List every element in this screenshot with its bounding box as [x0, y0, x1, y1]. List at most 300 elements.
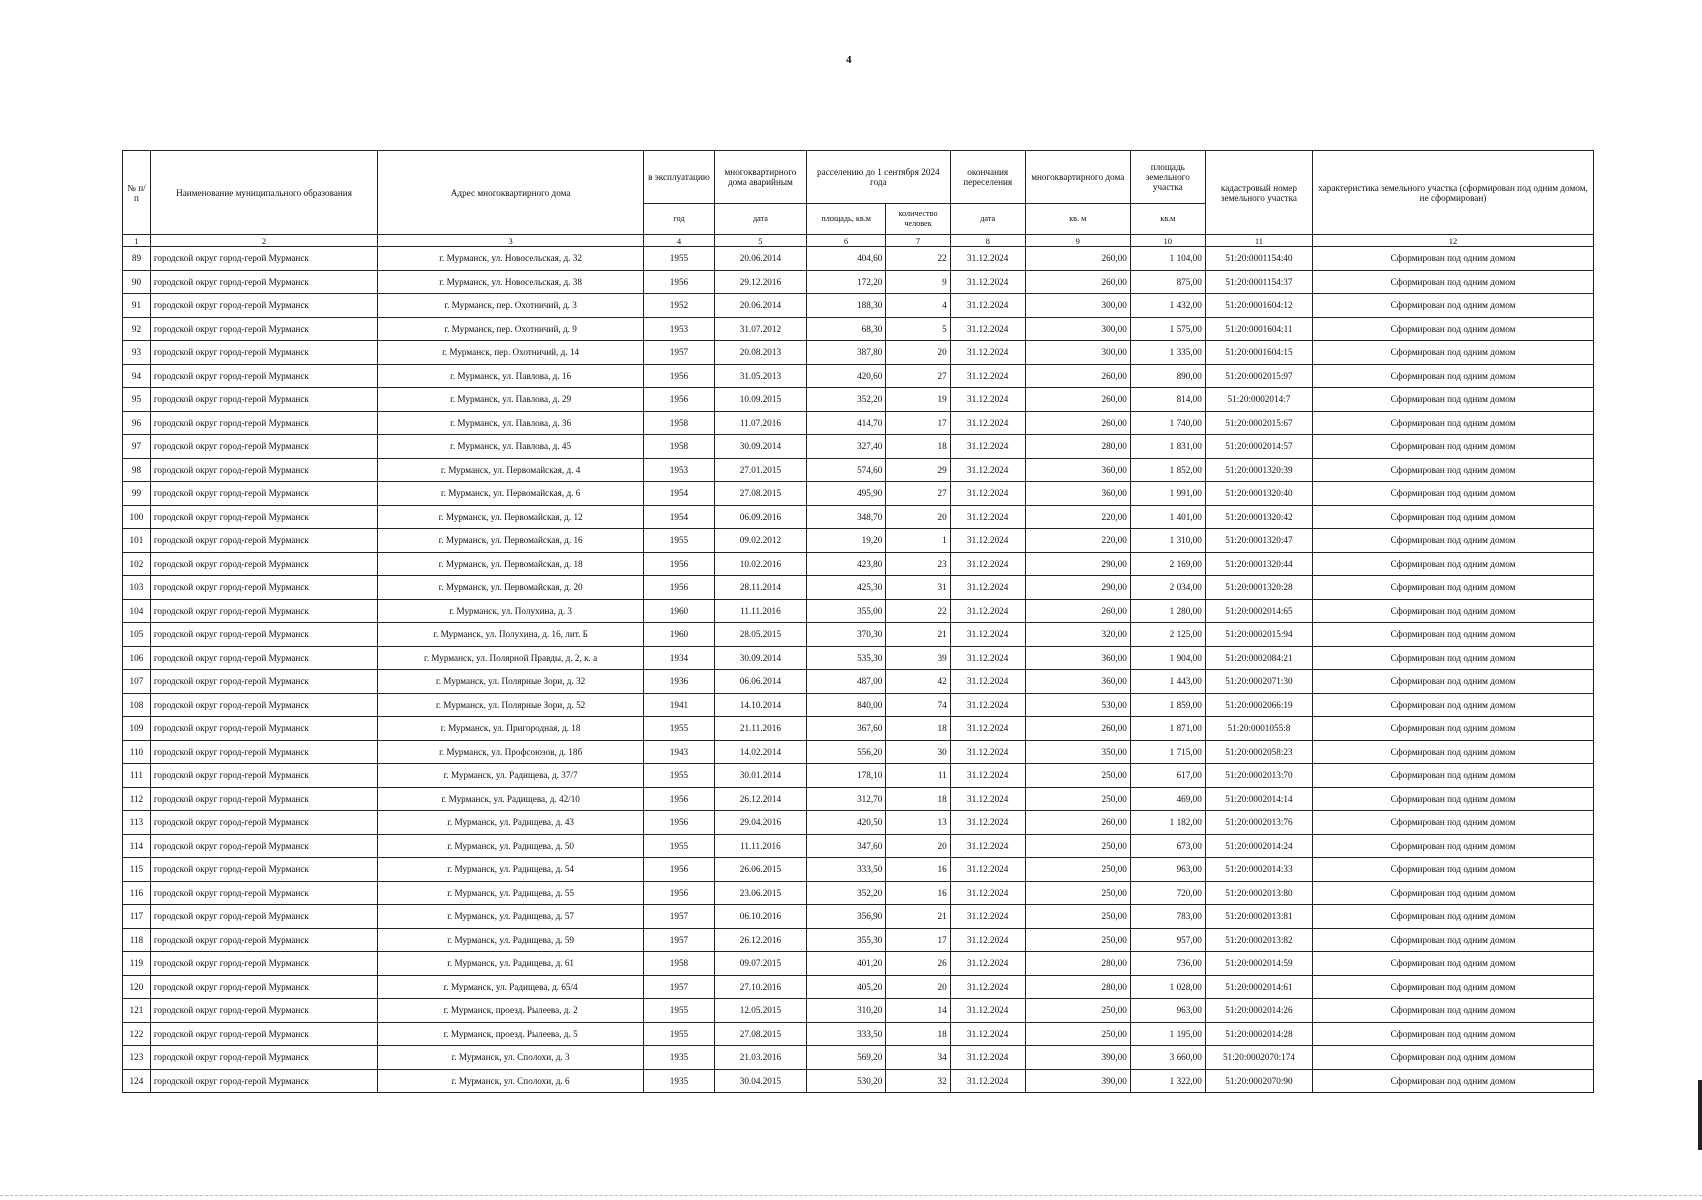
cell-row-number: 99: [123, 482, 151, 506]
cell-emergency-date: 29.04.2016: [714, 811, 806, 835]
cell-address: г. Мурманск, ул. Радищева, д. 55: [378, 881, 644, 905]
cell-area: 310,20: [807, 999, 886, 1023]
cell-end-date: 31.12.2024: [950, 623, 1025, 647]
cell-area: 172,20: [807, 270, 886, 294]
cell-area: 535,30: [807, 646, 886, 670]
cell-end-date: 31.12.2024: [950, 599, 1025, 623]
cell-year: 1960: [644, 623, 715, 647]
cell-house-area: 260,00: [1025, 270, 1130, 294]
cell-house-area: 390,00: [1025, 1069, 1130, 1093]
cell-row-number: 110: [123, 740, 151, 764]
cell-row-number: 91: [123, 294, 151, 318]
cell-cadastral: 51:20:0002015:67: [1205, 411, 1312, 435]
cell-municipality: городской округ город-герой Мурманск: [150, 952, 377, 976]
cell-people: 16: [886, 881, 950, 905]
cell-land-area: 957,00: [1130, 928, 1205, 952]
cell-row-number: 97: [123, 435, 151, 459]
cell-characteristic: Сформирован под одним домом: [1313, 787, 1594, 811]
cell-row-number: 93: [123, 341, 151, 365]
cell-emergency-date: 27.08.2015: [714, 482, 806, 506]
cell-characteristic: Сформирован под одним домом: [1313, 764, 1594, 788]
cell-row-number: 114: [123, 834, 151, 858]
cell-characteristic: Сформирован под одним домом: [1313, 1069, 1594, 1093]
column-number: 8: [950, 235, 1025, 247]
cell-row-number: 106: [123, 646, 151, 670]
cell-emergency-date: 27.01.2015: [714, 458, 806, 482]
subheader-kvm: кв. м: [1025, 204, 1130, 235]
cell-emergency-date: 27.10.2016: [714, 975, 806, 999]
cell-municipality: городской округ город-герой Мурманск: [150, 411, 377, 435]
cell-characteristic: Сформирован под одним домом: [1313, 505, 1594, 529]
cell-emergency-date: 26.06.2015: [714, 858, 806, 882]
cell-land-area: 720,00: [1130, 881, 1205, 905]
cell-address: г. Мурманск, ул. Полухина, д. 3: [378, 599, 644, 623]
cell-municipality: городской округ город-герой Мурманск: [150, 670, 377, 694]
cell-year: 1952: [644, 294, 715, 318]
cell-address: г. Мурманск, ул. Радищева, д. 61: [378, 952, 644, 976]
cell-characteristic: Сформирован под одним домом: [1313, 482, 1594, 506]
header-fund: расселению до 1 сентября 2024 года: [807, 151, 951, 204]
column-number: 11: [1205, 235, 1312, 247]
column-number: 10: [1130, 235, 1205, 247]
cell-area: 530,20: [807, 1069, 886, 1093]
cell-emergency-date: 28.05.2015: [714, 623, 806, 647]
cell-land-area: 469,00: [1130, 787, 1205, 811]
cell-cadastral: 51:20:0001055:8: [1205, 717, 1312, 741]
cell-emergency-date: 20.06.2014: [714, 294, 806, 318]
table-row: [123, 975, 1594, 999]
cell-end-date: 31.12.2024: [950, 811, 1025, 835]
cell-emergency-date: 06.06.2014: [714, 670, 806, 694]
cell-area: 19,20: [807, 529, 886, 553]
cell-end-date: 31.12.2024: [950, 270, 1025, 294]
cell-cadastral: 51:20:0002013:81: [1205, 905, 1312, 929]
cell-year: 1957: [644, 928, 715, 952]
cell-house-area: 390,00: [1025, 1046, 1130, 1070]
cell-row-number: 96: [123, 411, 151, 435]
cell-emergency-date: 14.10.2014: [714, 693, 806, 717]
cell-area: 495,90: [807, 482, 886, 506]
cell-address: г. Мурманск, ул. Первомайская, д. 12: [378, 505, 644, 529]
cell-municipality: городской округ город-герой Мурманск: [150, 435, 377, 459]
cell-area: 348,70: [807, 505, 886, 529]
cell-characteristic: Сформирован под одним домом: [1313, 952, 1594, 976]
cell-house-area: 250,00: [1025, 1022, 1130, 1046]
cell-house-area: 250,00: [1025, 881, 1130, 905]
cell-year: 1956: [644, 270, 715, 294]
cell-municipality: городской округ город-герой Мурманск: [150, 364, 377, 388]
column-number: 5: [714, 235, 806, 247]
cell-address: г. Мурманск, ул. Первомайская, д. 20: [378, 576, 644, 600]
cell-address: г. Мурманск, ул. Радищева, д. 65/4: [378, 975, 644, 999]
cell-year: 1955: [644, 834, 715, 858]
cell-people: 34: [886, 1046, 950, 1070]
cell-land-area: 1 715,00: [1130, 740, 1205, 764]
cell-people: 27: [886, 482, 950, 506]
cell-row-number: 115: [123, 858, 151, 882]
cell-year: 1956: [644, 552, 715, 576]
subheader-kvm-land: кв.м: [1130, 204, 1205, 235]
cell-municipality: городской округ город-герой Мурманск: [150, 576, 377, 600]
column-number-row: [123, 235, 1594, 247]
cell-house-area: 360,00: [1025, 482, 1130, 506]
cell-people: 4: [886, 294, 950, 318]
table-row: [123, 576, 1594, 600]
cell-address: г. Мурманск, ул. Полярные Зори, д. 32: [378, 670, 644, 694]
cell-year: 1958: [644, 411, 715, 435]
cell-people: 20: [886, 975, 950, 999]
cell-municipality: городской округ город-герой Мурманск: [150, 599, 377, 623]
cell-characteristic: Сформирован под одним домом: [1313, 247, 1594, 271]
table-row: [123, 505, 1594, 529]
cell-row-number: 112: [123, 787, 151, 811]
cell-row-number: 120: [123, 975, 151, 999]
cell-area: 556,20: [807, 740, 886, 764]
scan-edge-mark: [1698, 1080, 1702, 1150]
cell-area: 333,50: [807, 1022, 886, 1046]
column-number: 6: [807, 235, 886, 247]
cell-emergency-date: 11.11.2016: [714, 599, 806, 623]
cell-year: 1935: [644, 1046, 715, 1070]
cell-characteristic: Сформирован под одним домом: [1313, 928, 1594, 952]
cell-people: 11: [886, 764, 950, 788]
cell-cadastral: 51:20:0002013:82: [1205, 928, 1312, 952]
cell-area: 68,30: [807, 317, 886, 341]
cell-year: 1954: [644, 505, 715, 529]
cell-row-number: 92: [123, 317, 151, 341]
cell-house-area: 530,00: [1025, 693, 1130, 717]
cell-land-area: 1 322,00: [1130, 1069, 1205, 1093]
table-row: [123, 881, 1594, 905]
table-row: [123, 623, 1594, 647]
cell-row-number: 101: [123, 529, 151, 553]
cell-address: г. Мурманск, ул. Первомайская, д. 18: [378, 552, 644, 576]
cell-cadastral: 51:20:0002014:7: [1205, 388, 1312, 412]
cell-house-area: 280,00: [1025, 975, 1130, 999]
cell-land-area: 1 859,00: [1130, 693, 1205, 717]
cell-cadastral: 51:20:0002084:21: [1205, 646, 1312, 670]
cell-end-date: 31.12.2024: [950, 341, 1025, 365]
cell-cadastral: 51:20:0001320:28: [1205, 576, 1312, 600]
cell-address: г. Мурманск, ул. Радищева, д. 59: [378, 928, 644, 952]
cell-house-area: 250,00: [1025, 787, 1130, 811]
table-row: [123, 411, 1594, 435]
cell-land-area: 1 991,00: [1130, 482, 1205, 506]
cell-characteristic: Сформирован под одним домом: [1313, 740, 1594, 764]
cell-year: 1958: [644, 952, 715, 976]
cell-row-number: 90: [123, 270, 151, 294]
cell-people: 27: [886, 364, 950, 388]
cell-people: 22: [886, 247, 950, 271]
cell-house-area: 260,00: [1025, 811, 1130, 835]
cell-people: 39: [886, 646, 950, 670]
cell-cadastral: 51:20:0002013:70: [1205, 764, 1312, 788]
cell-house-area: 250,00: [1025, 858, 1130, 882]
cell-address: г. Мурманск, ул. Радищева, д. 50: [378, 834, 644, 858]
cell-address: г. Мурманск, ул. Первомайская, д. 6: [378, 482, 644, 506]
column-number: 7: [886, 235, 950, 247]
cell-emergency-date: 06.10.2016: [714, 905, 806, 929]
cell-people: 17: [886, 928, 950, 952]
cell-characteristic: Сформирован под одним домом: [1313, 529, 1594, 553]
cell-area: 367,60: [807, 717, 886, 741]
cell-cadastral: 51:20:0001154:37: [1205, 270, 1312, 294]
column-number: 3: [378, 235, 644, 247]
cell-people: 19: [886, 388, 950, 412]
cell-emergency-date: 31.07.2012: [714, 317, 806, 341]
cell-year: 1955: [644, 1022, 715, 1046]
cell-end-date: 31.12.2024: [950, 693, 1025, 717]
cell-cadastral: 51:20:0002015:94: [1205, 623, 1312, 647]
cell-house-area: 290,00: [1025, 576, 1130, 600]
cell-municipality: городской округ город-герой Мурманск: [150, 552, 377, 576]
cell-address: г. Мурманск, ул. Первомайская, д. 4: [378, 458, 644, 482]
cell-year: 1955: [644, 247, 715, 271]
table-row: [123, 1046, 1594, 1070]
cell-municipality: городской округ город-герой Мурманск: [150, 717, 377, 741]
cell-area: 404,60: [807, 247, 886, 271]
cell-year: 1957: [644, 341, 715, 365]
cell-people: 20: [886, 834, 950, 858]
cell-house-area: 260,00: [1025, 599, 1130, 623]
cell-end-date: 31.12.2024: [950, 411, 1025, 435]
cell-municipality: городской округ город-герой Мурманск: [150, 1022, 377, 1046]
cell-cadastral: 51:20:0001320:47: [1205, 529, 1312, 553]
cell-year: 1955: [644, 717, 715, 741]
header-cadastral: кадастровый номер земельного участка: [1205, 151, 1312, 235]
cell-emergency-date: 09.02.2012: [714, 529, 806, 553]
column-number: 2: [150, 235, 377, 247]
cell-year: 1953: [644, 317, 715, 341]
table-row: [123, 999, 1594, 1023]
table-row: [123, 905, 1594, 929]
header-num: № п/п: [123, 151, 151, 235]
cell-characteristic: Сформирован под одним домом: [1313, 576, 1594, 600]
cell-municipality: городской округ город-герой Мурманск: [150, 928, 377, 952]
cell-row-number: 89: [123, 247, 151, 271]
cell-municipality: городской округ город-герой Мурманск: [150, 999, 377, 1023]
cell-area: 401,20: [807, 952, 886, 976]
table-row: [123, 599, 1594, 623]
cell-land-area: 1 740,00: [1130, 411, 1205, 435]
cell-end-date: 31.12.2024: [950, 952, 1025, 976]
cell-cadastral: 51:20:0002014:61: [1205, 975, 1312, 999]
table-row: [123, 646, 1594, 670]
cell-address: г. Мурманск, ул. Профсоюзов, д. 18б: [378, 740, 644, 764]
cell-people: 18: [886, 435, 950, 459]
cell-municipality: городской округ город-герой Мурманск: [150, 787, 377, 811]
cell-people: 32: [886, 1069, 950, 1093]
table-row: [123, 552, 1594, 576]
cell-address: г. Мурманск, ул. Радищева, д. 57: [378, 905, 644, 929]
table-row: [123, 458, 1594, 482]
cell-row-number: 121: [123, 999, 151, 1023]
cell-cadastral: 51:20:0002071:30: [1205, 670, 1312, 694]
cell-people: 21: [886, 623, 950, 647]
subheader-year: год: [644, 204, 715, 235]
cell-people: 31: [886, 576, 950, 600]
cell-area: 355,30: [807, 928, 886, 952]
cell-year: 1955: [644, 999, 715, 1023]
cell-row-number: 117: [123, 905, 151, 929]
cell-house-area: 290,00: [1025, 552, 1130, 576]
table-row: [123, 811, 1594, 835]
cell-land-area: 673,00: [1130, 834, 1205, 858]
cell-people: 21: [886, 905, 950, 929]
cell-emergency-date: 30.09.2014: [714, 435, 806, 459]
cell-house-area: 300,00: [1025, 341, 1130, 365]
header-house-area: многоквартирного дома: [1025, 151, 1130, 204]
cell-end-date: 31.12.2024: [950, 1069, 1025, 1093]
cell-land-area: 1 401,00: [1130, 505, 1205, 529]
cell-end-date: 31.12.2024: [950, 999, 1025, 1023]
header-end-resettle: окончания переселения: [950, 151, 1025, 204]
cell-characteristic: Сформирован под одним домом: [1313, 693, 1594, 717]
cell-address: г. Мурманск, ул. Полухина, д. 16, лит. Б: [378, 623, 644, 647]
column-number: 1: [123, 235, 151, 247]
cell-municipality: городской округ город-герой Мурманск: [150, 693, 377, 717]
cell-row-number: 109: [123, 717, 151, 741]
cell-land-area: 1 310,00: [1130, 529, 1205, 553]
cell-address: г. Мурманск, ул. Новосельская, д. 32: [378, 247, 644, 271]
cell-area: 420,50: [807, 811, 886, 835]
cell-land-area: 783,00: [1130, 905, 1205, 929]
cell-land-area: 617,00: [1130, 764, 1205, 788]
registry-table: [122, 150, 1594, 1093]
table-row: [123, 834, 1594, 858]
cell-house-area: 280,00: [1025, 435, 1130, 459]
cell-year: 1955: [644, 764, 715, 788]
table-row: [123, 270, 1594, 294]
cell-characteristic: Сформирован под одним домом: [1313, 364, 1594, 388]
cell-house-area: 220,00: [1025, 529, 1130, 553]
cell-address: г. Мурманск, ул. Павлова, д. 36: [378, 411, 644, 435]
cell-municipality: городской округ город-герой Мурманск: [150, 1046, 377, 1070]
cell-area: 370,30: [807, 623, 886, 647]
header-land-area: площадь земельного участка: [1130, 151, 1205, 204]
cell-people: 17: [886, 411, 950, 435]
cell-house-area: 250,00: [1025, 905, 1130, 929]
cell-people: 42: [886, 670, 950, 694]
cell-area: 420,60: [807, 364, 886, 388]
cell-cadastral: 51:20:0002014:14: [1205, 787, 1312, 811]
cell-people: 74: [886, 693, 950, 717]
cell-land-area: 1 182,00: [1130, 811, 1205, 835]
cell-people: 20: [886, 505, 950, 529]
cell-land-area: 875,00: [1130, 270, 1205, 294]
table-row: [123, 693, 1594, 717]
cell-row-number: 108: [123, 693, 151, 717]
cell-emergency-date: 23.06.2015: [714, 881, 806, 905]
cell-address: г. Мурманск, ул. Павлова, д. 45: [378, 435, 644, 459]
cell-year: 1954: [644, 482, 715, 506]
cell-year: 1956: [644, 858, 715, 882]
cell-cadastral: 51:20:0001604:11: [1205, 317, 1312, 341]
cell-year: 1936: [644, 670, 715, 694]
cell-characteristic: Сформирован под одним домом: [1313, 670, 1594, 694]
cell-end-date: 31.12.2024: [950, 458, 1025, 482]
cell-characteristic: Сформирован под одним домом: [1313, 341, 1594, 365]
cell-end-date: 31.12.2024: [950, 576, 1025, 600]
cell-emergency-date: 10.02.2016: [714, 552, 806, 576]
cell-address: г. Мурманск, ул. Радищева, д. 37/7: [378, 764, 644, 788]
column-number: 12: [1313, 235, 1594, 247]
table-row: [123, 764, 1594, 788]
cell-year: 1956: [644, 576, 715, 600]
cell-people: 14: [886, 999, 950, 1023]
cell-end-date: 31.12.2024: [950, 928, 1025, 952]
cell-land-area: 963,00: [1130, 999, 1205, 1023]
cell-characteristic: Сформирован под одним домом: [1313, 646, 1594, 670]
cell-area: 188,30: [807, 294, 886, 318]
cell-end-date: 31.12.2024: [950, 529, 1025, 553]
cell-area: 425,30: [807, 576, 886, 600]
cell-address: г. Мурманск, ул. Радищева, д. 54: [378, 858, 644, 882]
cell-house-area: 350,00: [1025, 740, 1130, 764]
cell-municipality: городской округ город-герой Мурманск: [150, 247, 377, 271]
cell-address: г. Мурманск, ул. Пригородная, д. 18: [378, 717, 644, 741]
cell-cadastral: 51:20:0002015:97: [1205, 364, 1312, 388]
cell-row-number: 103: [123, 576, 151, 600]
cell-cadastral: 51:20:0002070:174: [1205, 1046, 1312, 1070]
cell-people: 1: [886, 529, 950, 553]
cell-emergency-date: 12.05.2015: [714, 999, 806, 1023]
cell-cadastral: 51:20:0001320:39: [1205, 458, 1312, 482]
cell-characteristic: Сформирован под одним домом: [1313, 858, 1594, 882]
cell-emergency-date: 30.04.2015: [714, 1069, 806, 1093]
cell-year: 1956: [644, 388, 715, 412]
cell-municipality: городской округ город-герой Мурманск: [150, 764, 377, 788]
cell-house-area: 250,00: [1025, 999, 1130, 1023]
cell-house-area: 250,00: [1025, 764, 1130, 788]
cell-area: 405,20: [807, 975, 886, 999]
cell-row-number: 105: [123, 623, 151, 647]
cell-cadastral: 51:20:0001320:40: [1205, 482, 1312, 506]
cell-land-area: 1 028,00: [1130, 975, 1205, 999]
cell-emergency-date: 14.02.2014: [714, 740, 806, 764]
header-municipality: Наименование муниципального образования: [150, 151, 377, 235]
cell-year: 1956: [644, 787, 715, 811]
cell-row-number: 111: [123, 764, 151, 788]
cell-characteristic: Сформирован под одним домом: [1313, 905, 1594, 929]
table-row: [123, 317, 1594, 341]
cell-row-number: 102: [123, 552, 151, 576]
cell-house-area: 300,00: [1025, 294, 1130, 318]
cell-characteristic: Сформирован под одним домом: [1313, 717, 1594, 741]
cell-people: 16: [886, 858, 950, 882]
cell-characteristic: Сформирован под одним домом: [1313, 294, 1594, 318]
cell-year: 1935: [644, 1069, 715, 1093]
header-operation: в эксплуатацию: [644, 151, 715, 204]
cell-characteristic: Сформирован под одним домом: [1313, 623, 1594, 647]
cell-municipality: городской округ город-герой Мурманск: [150, 341, 377, 365]
subheader-date: дата: [714, 204, 806, 235]
cell-address: г. Мурманск, ул. Радищева, д. 43: [378, 811, 644, 835]
cell-address: г. Мурманск, ул. Полярной Правды, д. 2, к. а: [378, 646, 644, 670]
cell-end-date: 31.12.2024: [950, 646, 1025, 670]
cell-cadastral: 51:20:0001320:44: [1205, 552, 1312, 576]
table-row: [123, 858, 1594, 882]
cell-end-date: 31.12.2024: [950, 975, 1025, 999]
cell-land-area: 1 871,00: [1130, 717, 1205, 741]
cell-land-area: 1 575,00: [1130, 317, 1205, 341]
cell-address: г. Мурманск, ул. Радищева, д. 42/10: [378, 787, 644, 811]
table-row: [123, 1069, 1594, 1093]
table-row: [123, 435, 1594, 459]
table-row: [123, 1022, 1594, 1046]
cell-people: 18: [886, 1022, 950, 1046]
cell-people: 9: [886, 270, 950, 294]
